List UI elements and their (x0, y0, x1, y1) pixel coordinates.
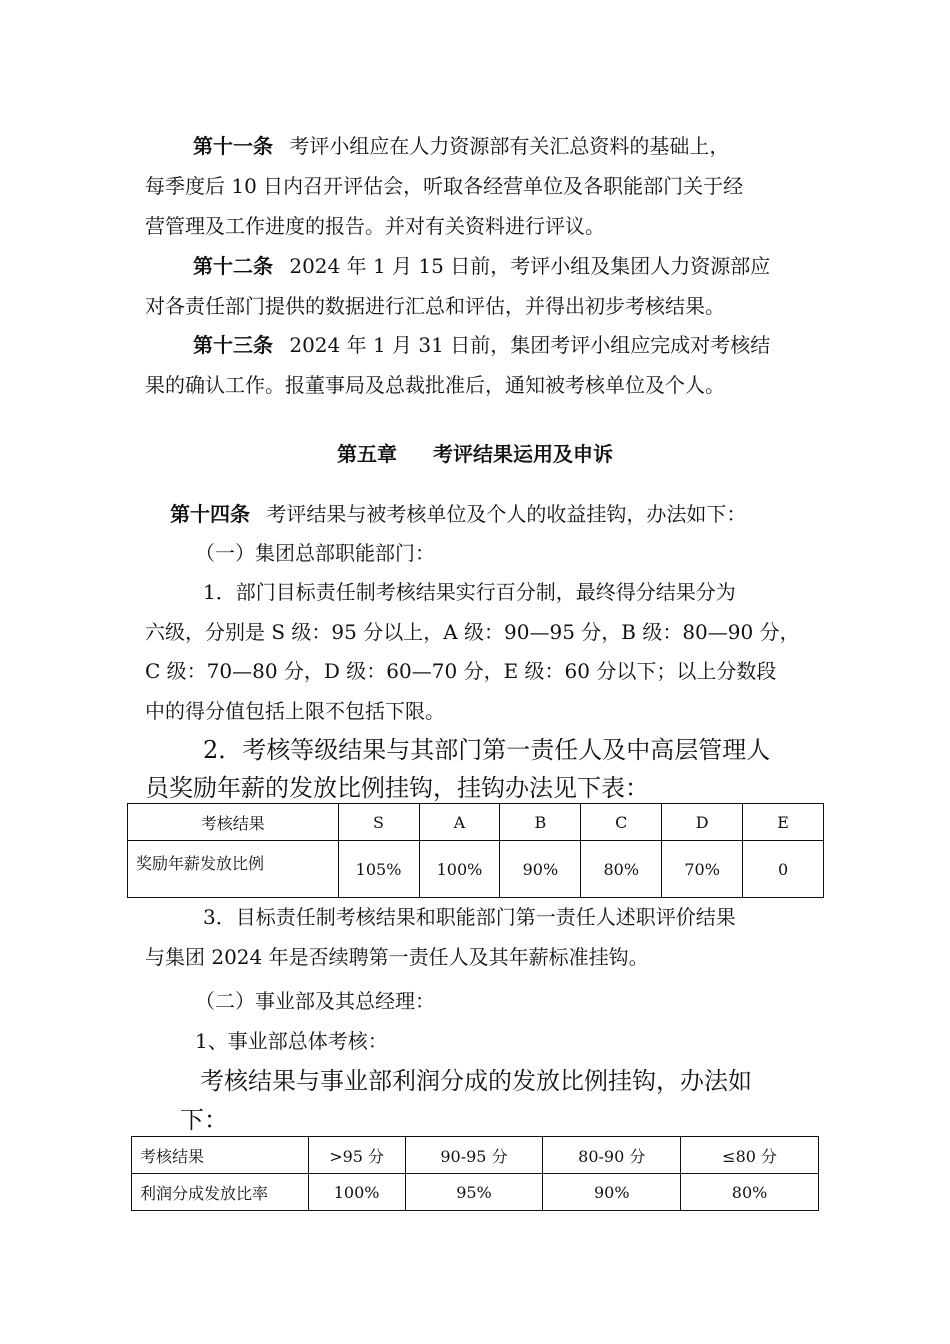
section-2-para-line-1: 考核结果与事业部利润分成的发放比例挂钩，办法如 (200, 1067, 752, 1095)
range-cell: 80-90 分 (543, 1137, 681, 1174)
chapter-title: 考评结果运用及申诉 (433, 442, 613, 466)
article-11-heading: 第十一条 (193, 134, 273, 158)
grade-cell: B (500, 804, 581, 841)
ratio-cell: 100% (308, 1174, 405, 1211)
section-1-item-1-line-1: 1．部门目标责任制考核结果实行百分制，最终得分结果分为 (203, 580, 736, 604)
section-1-item-3-line-2: 与集团 2024 年是否续聘第一责任人及其年薪标准挂钩。 (145, 945, 649, 969)
article-14-line-1 (170, 500, 746, 528)
chapter-number: 第五章 (337, 442, 397, 466)
ratio-cell: 80% (581, 841, 662, 898)
ratio-cell: 95% (405, 1174, 543, 1211)
grade-cell: A (419, 804, 500, 841)
section-1-item-1-line-2: 六级，分别是 S 级：95 分以上，A 级：90—95 分，B 级：80—90 分， (145, 620, 800, 644)
ratio-cell: 90% (500, 841, 581, 898)
ratio-cell: 100% (419, 841, 500, 898)
section-2-title: （二）事业部及其总经理： (195, 989, 435, 1013)
section-1-item-2-line-1: 2．考核等级结果与其部门第一责任人及中高层管理人 (203, 736, 771, 764)
article-14-text: 考评结果与被考核单位及个人的收益挂钩，办法如下： (266, 502, 747, 526)
table-header-cell: 考核结果 (128, 804, 339, 841)
section-1-title: （一）集团总部职能部门： (195, 541, 435, 565)
article-12-heading: 第十二条 (193, 254, 273, 278)
table-row (132, 1137, 819, 1174)
range-cell: >95 分 (308, 1137, 405, 1174)
bonus-ratio-table (127, 803, 824, 898)
article-11-line-2: 每季度后 10 日内召开评估会，听取各经营单位及各职能部门关于经 (145, 174, 744, 198)
section-2-para-line-2: 下： (180, 1106, 228, 1134)
range-cell: 90-95 分 (405, 1137, 543, 1174)
ratio-cell: 70% (662, 841, 743, 898)
article-12-text: 2024 年 1 月 15 日前，考评小组及集团人力资源部应 (289, 254, 771, 278)
ratio-cell: 0 (743, 841, 824, 898)
ratio-cell: 105% (338, 841, 419, 898)
section-1-item-2-line-2: 员奖励年薪的发放比例挂钩，挂钩办法见下表： (145, 774, 649, 802)
grade-cell: C (581, 804, 662, 841)
section-1-item-1-line-4: 中的得分值包括上限不包括下限。 (145, 699, 445, 723)
section-1-item-1-line-3: C 级：70—80 分，D 级：60—70 分，E 级：60 分以下；以上分数段 (145, 659, 777, 683)
ratio-cell: 80% (681, 1174, 819, 1211)
table-header-cell: 考核结果 (132, 1137, 309, 1174)
article-14-heading: 第十四条 (170, 502, 250, 526)
article-11-line-3: 营管理及工作进度的报告。并对有关资料进行评议。 (145, 214, 605, 238)
ratio-cell: 90% (543, 1174, 681, 1211)
article-11-text: 考评小组应在人力资源部有关汇总资料的基础上， (289, 134, 730, 158)
article-11-line-1 (193, 132, 729, 160)
article-12-line-1 (193, 252, 770, 280)
table-row (128, 841, 824, 898)
table-row-label: 奖励年薪发放比例 (128, 841, 339, 898)
table-row (128, 804, 824, 841)
article-12-line-2: 对各责任部门提供的数据进行汇总和评估，并得出初步考核结果。 (145, 294, 725, 318)
table-row-label: 利润分成发放比率 (132, 1174, 309, 1211)
chapter-heading (0, 440, 950, 468)
article-13-text: 2024 年 1 月 31 日前，集团考评小组应完成对考核结 (289, 333, 771, 357)
article-13-line-1 (193, 331, 770, 359)
article-13-heading: 第十三条 (193, 333, 273, 357)
table-row (132, 1174, 819, 1211)
grade-cell: E (743, 804, 824, 841)
range-cell: ≤80 分 (681, 1137, 819, 1174)
grade-cell: D (662, 804, 743, 841)
section-1-item-3-line-1: 3．目标责任制考核结果和职能部门第一责任人述职评价结果 (203, 905, 736, 929)
profit-share-table (131, 1136, 819, 1211)
grade-cell: S (338, 804, 419, 841)
section-2-subtitle: 1、事业部总体考核： (195, 1029, 388, 1053)
article-13-line-2: 果的确认工作。报董事局及总裁批准后，通知被考核单位及个人。 (145, 373, 725, 397)
